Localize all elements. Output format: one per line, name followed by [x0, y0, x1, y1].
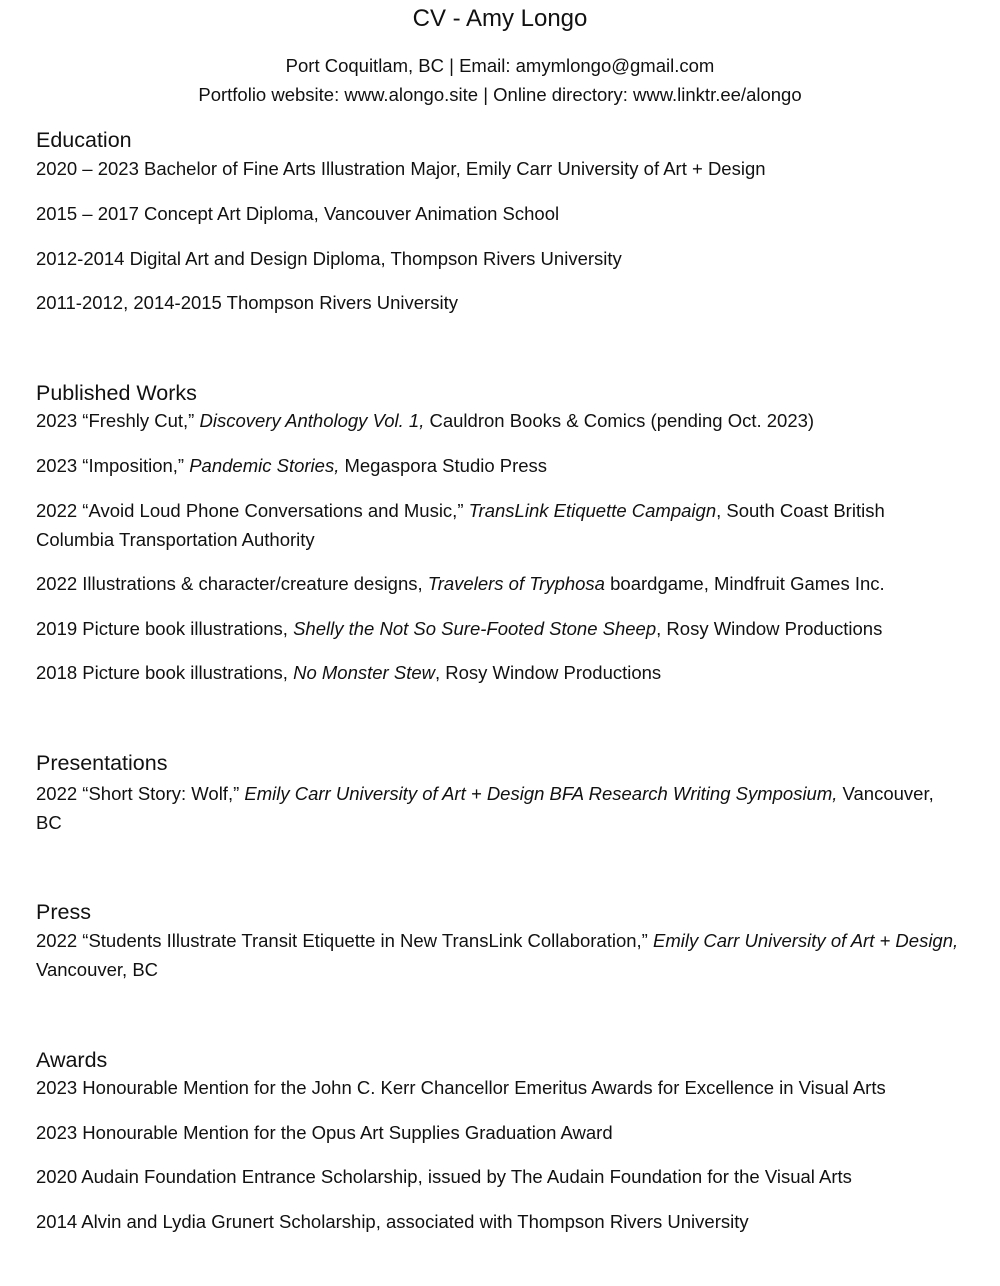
presentation-item: 2022 “Short Story: Wolf,” Emily Carr University of Art + Design BFA Research Writing Symposium, Vancouver, BC — [36, 783, 934, 833]
contact-line-location-email: Port Coquitlam, BC | Email: amymlongo@gmail.com — [285, 55, 715, 76]
published-item: 2022 “Avoid Loud Phone Conversations and Music,” TransLink Etiquette Campaign, South Coast British Columbia Transportation Authority — [36, 500, 885, 550]
published-item: 2022 Illustrations & character/creature designs, Travelers of Tryphosa boardgame, Mindfruit Games Inc. — [36, 573, 885, 594]
award-item: 2023 Honourable Mention for the John C. Kerr Chancellor Emeritus Awards for Excellence in Visual Arts — [36, 1077, 886, 1098]
published-item: 2023 “Freshly Cut,” Discovery Anthology Vol. 1, Cauldron Books & Comics (pending Oct. 2023) — [36, 410, 815, 431]
contact-line-websites: Portfolio website: www.alongo.site | Online directory: www.linktr.ee/alongo — [198, 84, 802, 105]
award-item: 2020 Audain Foundation Entrance Scholarship, issued by The Audain Foundation for the Visual Arts — [36, 1166, 852, 1187]
page-title: CV - Amy Longo — [412, 5, 588, 32]
press-item: 2022 “Students Illustrate Transit Etiquette in New TransLink Collaboration,” Emily Carr University of Art + Design, Vancouver, BC — [36, 930, 959, 980]
published-item: 2023 “Imposition,” Pandemic Stories, Megaspora Studio Press — [36, 455, 548, 476]
education-item: 2020 – 2023 Bachelor of Fine Arts Illustration Major, Emily Carr University of Art + Design — [36, 158, 766, 179]
section-heading-presentations: Presentations — [36, 751, 168, 775]
award-item: 2014 Alvin and Lydia Grunert Scholarship, associated with Thompson Rivers University — [36, 1211, 749, 1232]
education-item: 2015 – 2017 Concept Art Diploma, Vancouver Animation School — [36, 203, 560, 224]
section-heading-education: Education — [36, 128, 132, 152]
section-heading-awards: Awards — [36, 1048, 108, 1072]
section-heading-press: Press — [36, 900, 91, 924]
award-item: 2023 Honourable Mention for the Opus Art Supplies Graduation Award — [36, 1122, 613, 1143]
published-item: 2019 Picture book illustrations, Shelly the Not So Sure-Footed Stone Sheep, Rosy Window Productions — [36, 618, 883, 639]
education-item: 2012-2014 Digital Art and Design Diploma, Thompson Rivers University — [36, 248, 622, 269]
section-heading-published-works: Published Works — [36, 381, 197, 405]
education-item: 2011-2012, 2014-2015 Thompson Rivers University — [36, 292, 458, 313]
published-item: 2018 Picture book illustrations, No Monster Stew, Rosy Window Productions — [36, 662, 662, 683]
